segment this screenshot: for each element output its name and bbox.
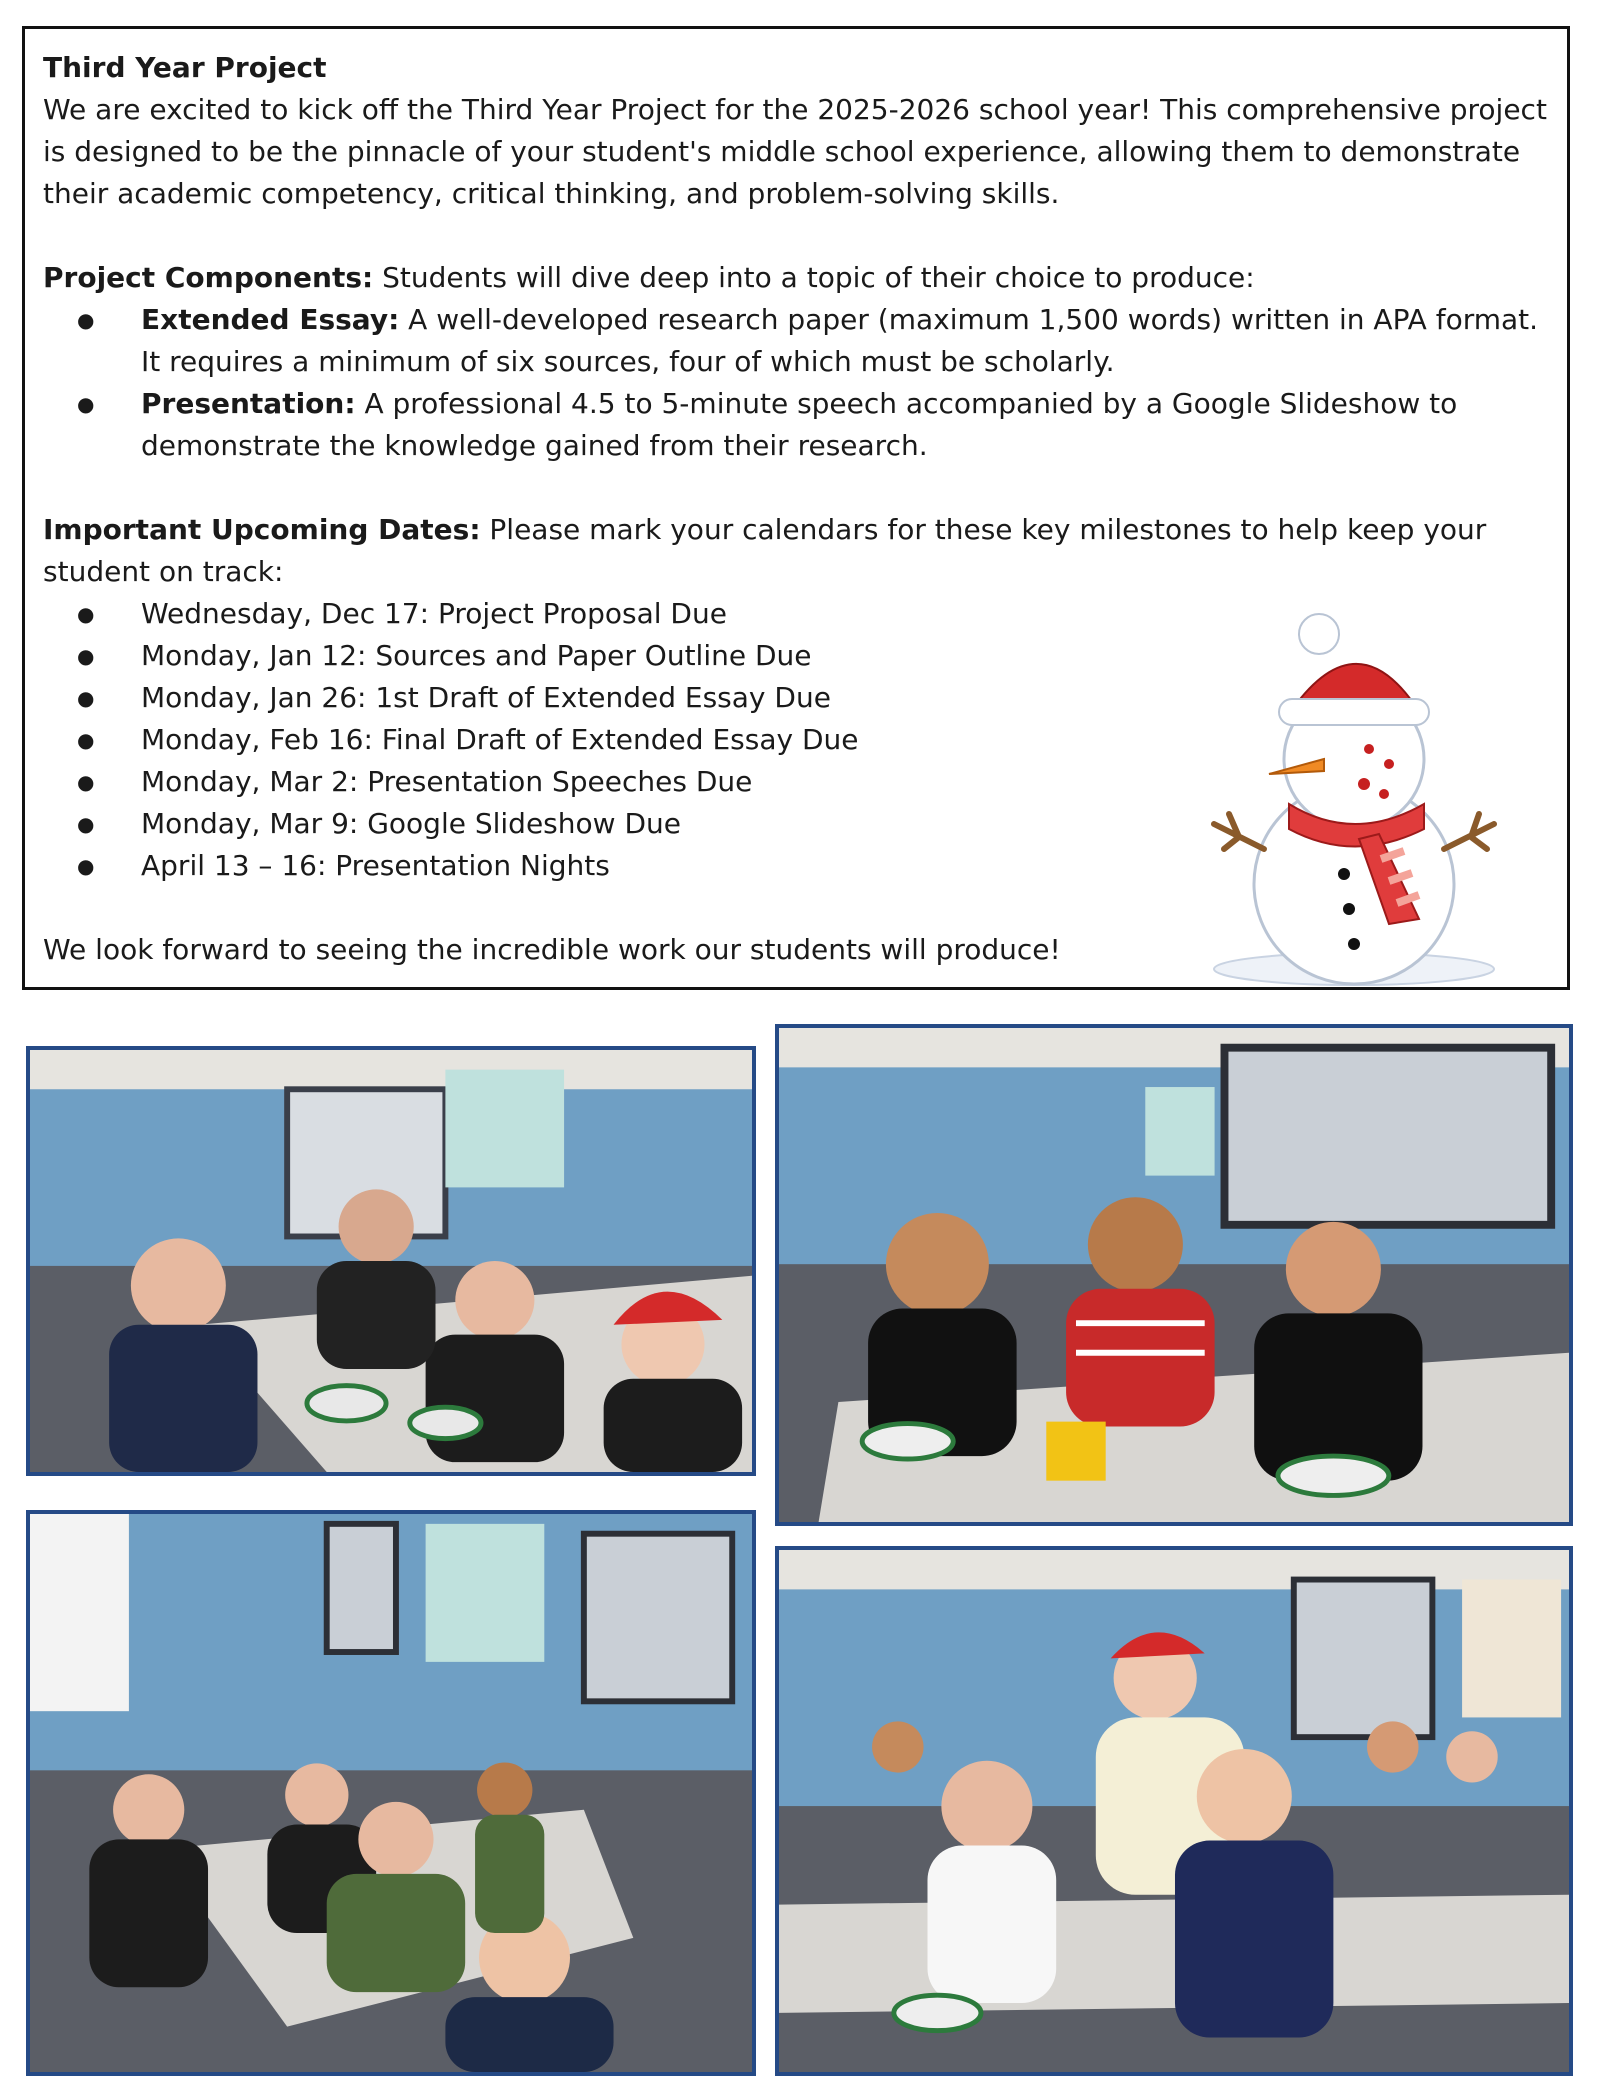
date-item: ● Wednesday, Dec 17: Project Proposal Due	[43, 593, 1549, 635]
date-item: ● Monday, Mar 2: Presentation Speeches Due	[43, 761, 1549, 803]
bullet-icon: ●	[77, 602, 95, 626]
bullet-icon: ●	[77, 392, 95, 416]
date-item: ● Monday, Jan 26: 1st Draft of Extended Essay Due	[43, 677, 1549, 719]
bullet-icon: ●	[77, 686, 95, 710]
bullet-icon: ●	[77, 770, 95, 794]
bullet-icon: ●	[77, 812, 95, 836]
classroom-photo-3	[26, 1510, 756, 2076]
bullet-icon: ●	[77, 644, 95, 668]
components-list	[43, 299, 1549, 467]
classroom-photo-4	[775, 1546, 1573, 2076]
components-label: Project Components:	[43, 261, 374, 294]
bullet-icon: ●	[77, 854, 95, 878]
component-item: ● Presentation: A professional 4.5 to 5-minute speech accompanied by a Google Slideshow to demonstrate the knowledge gained from their research.	[43, 383, 1549, 467]
classroom-photo-1	[26, 1046, 756, 1476]
date-item: ● April 13 – 16: Presentation Nights	[43, 845, 1549, 887]
snowman-illustration	[1209, 599, 1499, 989]
components-text: Students will dive deep into a topic of their choice to produce:	[373, 261, 1255, 294]
components-paragraph	[43, 257, 1549, 299]
date-item: ● Monday, Jan 12: Sources and Paper Outline Due	[43, 635, 1549, 677]
project-announcement-box	[22, 26, 1570, 990]
dates-text: Please mark your calendars for these key milestones to help keep your student on track:	[43, 513, 1487, 588]
dates-label: Important Upcoming Dates:	[43, 513, 481, 546]
date-item: ● Monday, Mar 9: Google Slideshow Due	[43, 803, 1549, 845]
bullet-icon: ●	[77, 728, 95, 752]
intro-paragraph: We are excited to kick off the Third Year Project for the 2025-2026 school year! This comprehensive project is designed to be the pinnacle of your student's middle school experience, allowing them to demonstrate their academic competency, critical thinking, and problem-solving skills.	[43, 93, 1547, 210]
dates-paragraph	[43, 509, 1549, 593]
date-item: ● Monday, Feb 16: Final Draft of Extended Essay Due	[43, 719, 1549, 761]
closing-paragraph: We look forward to seeing the incredible work our students will produce!	[43, 933, 1061, 966]
component-item: ● Extended Essay: A well-developed research paper (maximum 1,500 words) written in APA format. It requires a minimum of six sources, four of which must be scholarly.	[43, 299, 1549, 383]
classroom-photo-2	[775, 1024, 1573, 1526]
section-title: Third Year Project	[43, 51, 327, 84]
bullet-icon: ●	[77, 308, 95, 332]
